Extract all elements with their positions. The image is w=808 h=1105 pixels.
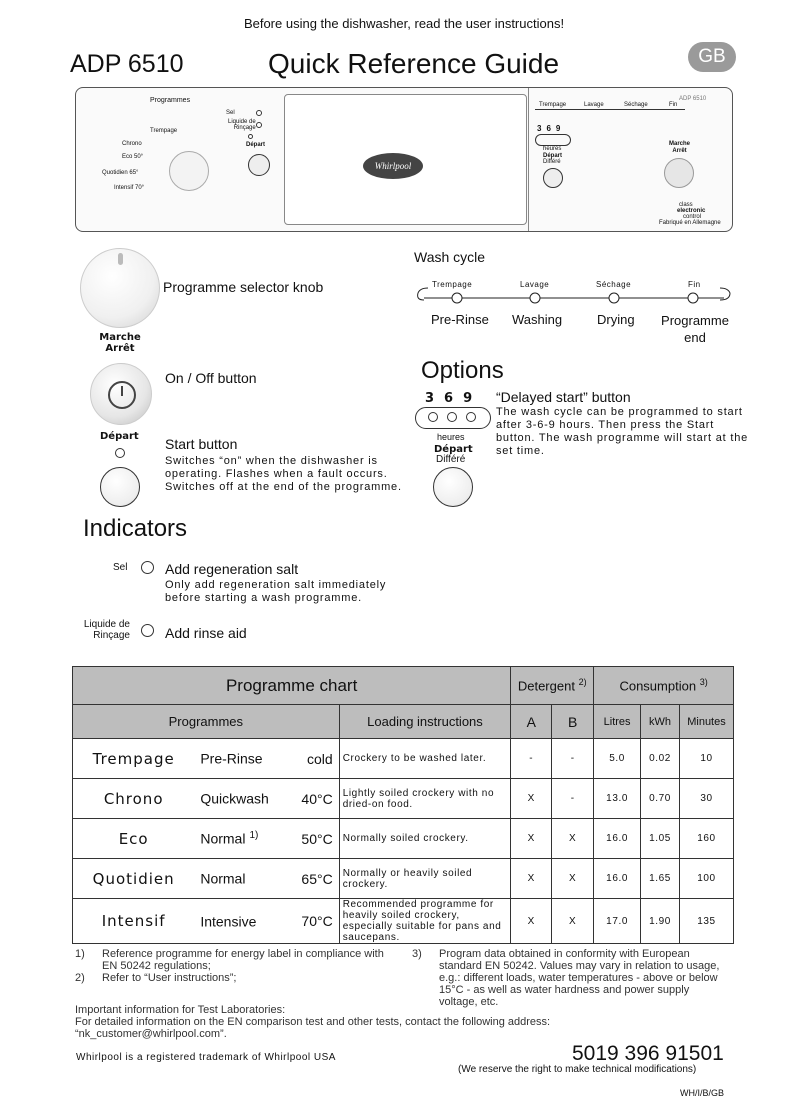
loading-instruction-cell: [339, 859, 511, 899]
table-row: [73, 899, 734, 944]
programme-en-name-cell: [194, 819, 292, 859]
detergent-b-cell: [552, 739, 594, 779]
panel-rinse-led: [256, 122, 262, 128]
loading-instruction-cell: [339, 819, 511, 859]
control-panel-illustration: [75, 87, 733, 232]
programme-en-name: Pre-Rinse: [200, 750, 263, 767]
delayed-desc-line-3: button. The wash programme will start at the: [496, 432, 749, 444]
consumption-litres: 13.0: [606, 793, 629, 804]
consumption-minutes-cell: [679, 859, 733, 899]
footnote-3-line-2: standard EN 50242. Values may vary in relation to usage,: [439, 960, 720, 972]
consumption-litres: 5.0: [609, 753, 625, 764]
start-button-label: Start button: [165, 436, 238, 452]
delayed-start-description: [496, 406, 748, 458]
delay-led-6: [447, 412, 457, 422]
onoff-label: On / Off button: [165, 370, 257, 386]
delay-button-illustration: [433, 467, 473, 507]
detergent-b-cell: [552, 819, 594, 859]
delayed-start-title: “Delayed start” button: [496, 389, 631, 405]
table-row: [73, 819, 734, 859]
panel-sel-label: Sel: [226, 110, 235, 116]
panel-delay-numbers: [537, 124, 565, 133]
indicators-title: Indicators: [83, 515, 188, 542]
wash-step-en-3: Drying: [597, 312, 635, 327]
detergent-a-cell: [511, 899, 552, 944]
programme-fr-name-cell: [73, 899, 195, 944]
detergent-b-cell: [552, 859, 594, 899]
detergent-a-cell: [511, 779, 552, 819]
marche-arret-label: [88, 332, 152, 354]
detergent-a: X: [527, 833, 535, 844]
loading-instruction-cell: [339, 739, 511, 779]
panel-depart-label: Départ: [246, 142, 266, 148]
panel-sel-led: [256, 110, 262, 116]
consumption-kwh: 0.02: [649, 753, 671, 764]
panel-made-in: Fabriqué en Allemagne: [659, 220, 721, 226]
panel-rinse-label-2: Rinçage: [233, 125, 256, 131]
wash-step-en-4-line-2: end: [684, 330, 706, 345]
table-title: Programme chart: [73, 667, 511, 705]
consumption-kwh-cell: [641, 899, 680, 944]
panel-trempage: Trempage: [150, 128, 178, 134]
programme-fr-name: Eco: [118, 829, 149, 848]
footnote-2-text: Refer to “User instructions”;: [102, 972, 237, 984]
consumption-minutes-cell: [679, 779, 733, 819]
delay-3: 3: [425, 391, 445, 406]
rinse-label: [72, 619, 130, 641]
col-loading: Loading instructions: [339, 705, 511, 739]
detergent-a: X: [527, 873, 535, 884]
programme-fr-name-cell: [73, 859, 195, 899]
delay-heures: heures: [437, 432, 465, 442]
panel-depart-differe-2: Différé: [543, 159, 561, 165]
programme-temperature-cell: [292, 899, 339, 944]
panel-delay-leds: [535, 134, 571, 146]
detergent-b-cell: [552, 779, 594, 819]
panel-delay-9: 9: [555, 124, 566, 133]
delay-led-9: [466, 412, 476, 422]
consumption-minutes-cell: [679, 739, 733, 779]
footnote-1-line-2: EN 50242 regulations;: [102, 960, 211, 972]
programme-chart-table: [72, 666, 734, 944]
detergent-a: X: [527, 793, 535, 804]
programme-en-name-cell: [194, 859, 292, 899]
start-desc-line-1: Switches “on” when the dishwasher is: [165, 455, 378, 467]
panel-cycle-line: [535, 109, 685, 117]
panel-eco: Eco 50°: [122, 154, 144, 160]
trademark-notice: Whirlpool is a registered trademark of Whirlpool USA: [76, 1052, 336, 1063]
lab-info-line-2: For detailed information on the EN comparison test and other tests, contact the following address:: [75, 1016, 551, 1028]
consumption-kwh: 1.65: [649, 873, 671, 884]
marche-label: Marche: [99, 332, 141, 343]
programme-temperature-cell: [292, 779, 339, 819]
programme-fr-name-cell: [73, 739, 195, 779]
panel-marche: Marche: [669, 141, 691, 147]
sel-label: Sel: [113, 562, 128, 573]
model-number: ADP 6510: [70, 50, 184, 78]
programme-fr-name-cell: [73, 779, 195, 819]
col-minutes: Minutes: [679, 705, 733, 739]
country-badge: GB: [688, 42, 736, 72]
detergent-a: X: [527, 915, 535, 927]
detergent-sup: 2): [578, 677, 587, 688]
wash-step-en-2: Washing: [512, 312, 563, 327]
panel-delay-button: [543, 168, 563, 188]
footnote-3: [412, 948, 734, 1008]
consumption-litres-cell: [594, 819, 641, 859]
wash-cycle-title: Wash cycle: [414, 249, 486, 265]
panel-center-section: [284, 94, 527, 225]
detergent-b: -: [570, 793, 575, 804]
programme-en-name: Quickwash: [200, 790, 269, 807]
consumption-kwh: 1.90: [649, 915, 671, 927]
consumption-litres: 16.0: [606, 873, 629, 884]
programme-temperature: 70°C: [301, 913, 333, 929]
col-b: B: [552, 705, 594, 739]
consumption-minutes: 30: [700, 793, 713, 804]
consumption-minutes-cell: [679, 899, 733, 944]
document-code: 5019 396 91501: [572, 1042, 724, 1065]
table-row: [73, 739, 734, 779]
panel-delay-6: 6: [546, 124, 556, 133]
programme-fr-name-cell: [73, 819, 195, 859]
consumption-minutes: 10: [700, 753, 713, 764]
panel-control: control: [683, 214, 702, 220]
consumption-kwh-cell: [641, 739, 680, 779]
detergent-a: -: [529, 753, 534, 764]
footnote-3-line-1: Program data obtained in conformity with European: [439, 948, 690, 960]
footnote-1-line-1: Reference programme for energy label in compliance with: [102, 948, 384, 960]
panel-step-3: Séchage: [624, 102, 648, 108]
footnote-2: [75, 972, 405, 984]
panel-intensif: Intensif 70°: [114, 185, 145, 191]
footnote-3-line-4: 15°C - as well as water hardness and power supply: [439, 984, 690, 996]
panel-start-button: [248, 154, 270, 176]
loading-instruction: Recommended programme for heavily soiled crockery, especially suitable for pans and saucepans.: [342, 899, 502, 943]
consumption-minutes: 160: [697, 833, 716, 844]
consumption-litres: 16.0: [606, 833, 629, 844]
lab-info-line-1: Important information for Test Laboratories:: [75, 1004, 286, 1016]
delay-differe: Différé: [436, 454, 466, 465]
lab-info-line-3: “nk_customer@whirlpool.com”.: [75, 1028, 227, 1040]
col-litres: Litres: [594, 705, 641, 739]
col-kwh: kWh: [641, 705, 680, 739]
arret-label: Arrêt: [105, 343, 135, 354]
programme-fr-name: Quotidien: [92, 869, 175, 888]
loading-instruction-cell: [339, 899, 511, 944]
consumption-sup: 3): [699, 677, 708, 688]
loading-instruction: Lightly soiled crockery with no dried-on food.: [342, 787, 495, 810]
programme-knob-label: Programme selector knob: [163, 279, 324, 295]
wash-step-en-4: [660, 312, 730, 346]
footnote-3-line-5: voltage, etc.: [439, 996, 499, 1008]
consumption-kwh-cell: [641, 819, 680, 859]
panel-onoff-knob: [664, 158, 694, 188]
programme-temperature: 65°C: [301, 870, 333, 887]
detergent-a-cell: [511, 819, 552, 859]
detergent-b: X: [569, 915, 577, 927]
delay-leds-illustration: [415, 407, 491, 429]
panel-marche-arret: [669, 141, 690, 155]
consumption-litres-cell: [594, 859, 641, 899]
detergent-a-cell: [511, 859, 552, 899]
programme-fr-name: Intensif: [101, 912, 166, 930]
panel-step-4: Fin: [669, 102, 678, 108]
panel-model-small: ADP 6510: [679, 96, 707, 102]
programme-footnote-ref: 1): [249, 830, 259, 842]
power-icon: [108, 381, 136, 409]
start-led-illustration: [115, 448, 125, 458]
footnote-3-number: 3): [412, 948, 422, 960]
consumption-litres-cell: [594, 739, 641, 779]
detergent-text: Detergent: [517, 678, 575, 694]
programme-selector-knob-illustration: [80, 248, 160, 328]
footnote-1-text: [102, 948, 405, 972]
panel-arret: Arrêt: [672, 148, 687, 154]
document-ref: WH/I/B/GB: [680, 1088, 725, 1098]
loading-instruction: Normally soiled crockery.: [342, 833, 469, 844]
panel-programmes-label: Programmes: [150, 97, 191, 104]
panel-chrono: Chrono: [122, 141, 142, 147]
salt-desc-line-1: Only add regeneration salt immediately: [165, 579, 387, 591]
consumption-minutes: 135: [697, 915, 716, 927]
panel-electronic: electronic: [677, 208, 706, 214]
footnote-3-text: [439, 948, 734, 1008]
detergent-b: X: [569, 833, 577, 844]
consumption-kwh-cell: [641, 779, 680, 819]
programme-en-name-cell: [194, 739, 292, 779]
programme-en-name-cell: [194, 779, 292, 819]
options-title: Options: [421, 357, 504, 384]
consumption-minutes: 100: [697, 873, 716, 884]
panel-rinse-label-1: Liquide de: [228, 119, 256, 125]
whirlpool-logo: Whirlpool: [363, 153, 423, 179]
panel-delay-3: 3: [537, 124, 547, 133]
salt-desc-line-2: before starting a wash programme.: [165, 592, 362, 604]
start-button-illustration: [100, 467, 140, 507]
start-button-description: [165, 455, 402, 494]
delay-9: 9: [463, 391, 483, 406]
programme-temperature-cell: [292, 739, 339, 779]
footnote-2-number: 2): [75, 972, 85, 984]
top-note: Before using the dishwasher, read the user instructions!: [243, 16, 565, 31]
programme-en-name: Normal: [200, 830, 246, 847]
wash-step-fr-1: Trempage: [432, 280, 473, 289]
delayed-desc-line-4: set time.: [496, 445, 545, 457]
loading-instruction: Crockery to be washed later.: [342, 753, 487, 764]
detergent-b: X: [569, 873, 577, 884]
programme-en-name: Intensive: [200, 913, 257, 930]
wash-step-en-1: Pre-Rinse: [431, 312, 489, 327]
rinse-indicator-led: [141, 624, 154, 637]
table-row: [73, 779, 734, 819]
consumption-kwh-cell: [641, 859, 680, 899]
consumption-litres-cell: [594, 899, 641, 944]
programme-temperature: cold: [307, 750, 333, 767]
col-programmes: Programmes: [73, 705, 340, 739]
programme-temperature: 40°C: [301, 790, 333, 807]
programme-fr-name: Chrono: [103, 789, 164, 808]
rinse-title: Add rinse aid: [165, 625, 247, 641]
detergent-b-cell: [552, 899, 594, 944]
panel-step-2: Lavage: [584, 102, 604, 108]
consumption-minutes-cell: [679, 819, 733, 859]
panel-right-section: [528, 88, 733, 231]
start-desc-line-3: Switches off at the end of the programme.: [165, 481, 402, 493]
panel-left-section: [76, 88, 276, 231]
start-desc-line-2: operating. Flashes when a fault occurs.: [165, 468, 388, 480]
panel-energy-class: class: [679, 202, 693, 208]
detergent-b: -: [570, 753, 575, 764]
footnote-1: [75, 948, 405, 972]
consumption-text: Consumption: [619, 678, 697, 694]
panel-rinse-label: [228, 119, 256, 131]
wash-step-fr-4: Fin: [688, 280, 701, 289]
programme-temperature-cell: [292, 819, 339, 859]
panel-quotidien: Quotidien 65°: [102, 170, 139, 176]
consumption-kwh: 0.70: [649, 793, 671, 804]
page-title: Quick Reference Guide: [268, 48, 560, 79]
panel-depart-led: [248, 134, 253, 139]
reserve-notice: (We reserve the right to make technical modifications): [458, 1064, 697, 1075]
programme-en-name: Normal: [200, 870, 246, 887]
knob-indicator-mark: [118, 253, 123, 265]
delay-led-3: [428, 412, 438, 422]
col-a: A: [511, 705, 552, 739]
consumption-header: [594, 667, 734, 705]
onoff-button-illustration: [90, 363, 152, 425]
programme-temperature-cell: [292, 859, 339, 899]
sel-indicator-led: [141, 561, 154, 574]
rinse-label-1: Liquide de: [83, 619, 130, 630]
consumption-litres: 17.0: [606, 915, 629, 927]
salt-description: [165, 579, 386, 605]
delay-depart: Départ: [434, 444, 473, 455]
rinse-label-2: Rinçage: [93, 630, 130, 641]
lab-info: [75, 1004, 735, 1040]
detergent-a-cell: [511, 739, 552, 779]
delay-6: 6: [444, 391, 464, 406]
delayed-desc-line-2: after 3-6-9 hours. Then press the Start: [496, 419, 715, 431]
depart-label: Départ: [100, 431, 139, 442]
programme-fr-name: Trempage: [92, 749, 175, 768]
panel-programme-knob: [169, 151, 209, 191]
panel-depart-differe-1: Départ: [543, 153, 563, 159]
panel-heures: heures: [543, 146, 562, 152]
table-row: [73, 859, 734, 899]
panel-step-1: Trempage: [539, 102, 567, 108]
detergent-header: [511, 667, 594, 705]
footnote-1-number: 1): [75, 948, 85, 960]
wash-step-fr-2: Lavage: [520, 280, 550, 289]
table-header-row-1: [73, 667, 734, 705]
salt-title: Add regeneration salt: [165, 561, 299, 577]
footnote-3-line-3: e.g.: different loads, water temperatures - above or below: [439, 972, 718, 984]
loading-instruction-cell: [339, 779, 511, 819]
consumption-kwh: 1.05: [649, 833, 671, 844]
programme-en-name-cell: [194, 899, 292, 944]
wash-step-en-4-line-1: Programme: [661, 313, 729, 328]
delayed-desc-line-1: The wash cycle can be programmed to start: [496, 406, 743, 418]
delay-numbers: [425, 391, 482, 406]
wash-step-fr-3: Séchage: [596, 280, 632, 289]
consumption-litres-cell: [594, 779, 641, 819]
loading-instruction: Normally or heavily soiled crockery.: [342, 867, 473, 890]
table-header-row-2: [73, 705, 734, 739]
programme-temperature: 50°C: [301, 830, 333, 847]
